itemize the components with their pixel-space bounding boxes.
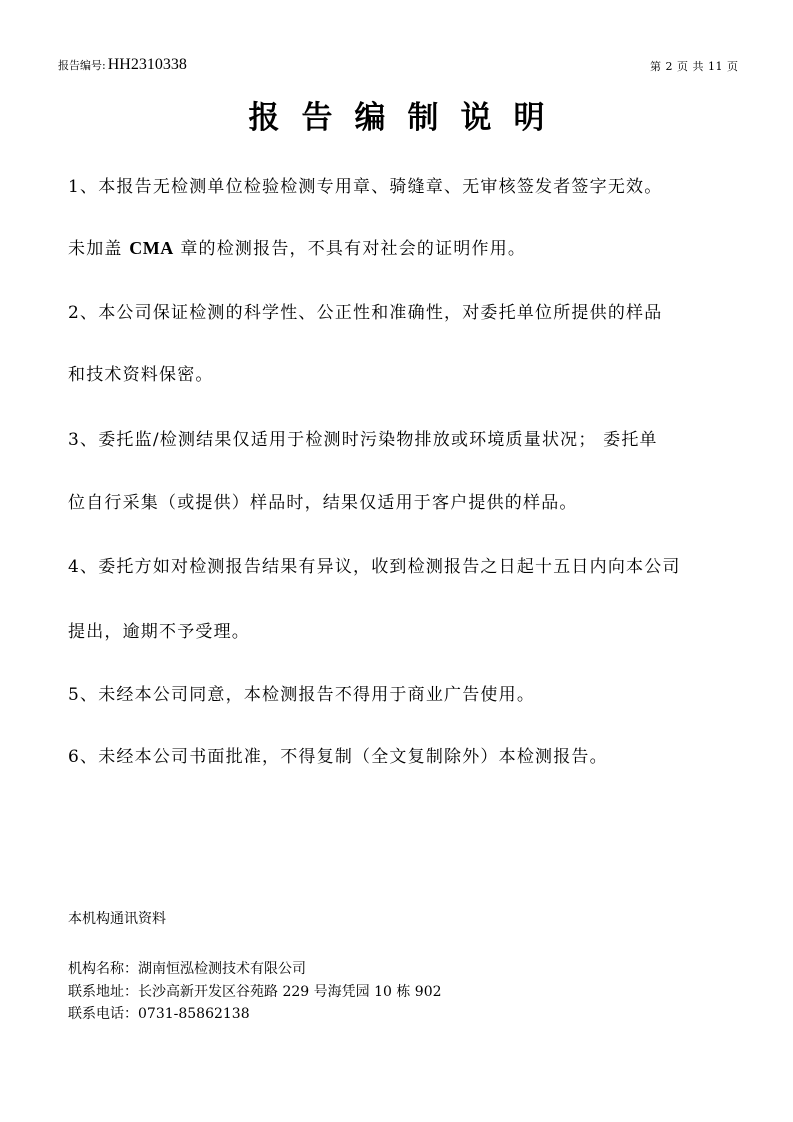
item-6: 6、未经本公司书面批准，不得复制（全文复制除外）本检测报告。: [68, 747, 608, 767]
report-number-value: HH2310338: [107, 56, 187, 73]
item-3-line-1: 3、委托监/检测结果仅适用于检测时污染物排放或环境质量状况； 委托单: [68, 430, 658, 450]
contact-address: 联系地址：长沙高新开发区谷苑路 229 号海凭园 10 栋 902: [68, 984, 442, 1000]
item-1-line-1: 1、本报告无检测单位检验检测专用章、骑缝章、无审核签发者签字无效。: [68, 177, 663, 197]
item-1-pre: 未加盖: [68, 239, 130, 259]
item-2-line-1: 2、本公司保证检测的科学性、公正性和准确性，对委托单位所提供的样品: [68, 303, 663, 323]
item-5: 5、未经本公司同意，本检测报告不得用于商业广告使用。: [68, 685, 536, 705]
item-2-line-2: 和技术资料保密。: [68, 365, 214, 385]
item-3-line-2: 位自行采集（或提供）样品时，结果仅适用于客户提供的样品。: [68, 493, 578, 513]
page-info: 第 2 页 共 11 页: [650, 60, 739, 73]
item-4-line-1: 4、委托方如对检测报告结果有异议，收到检测报告之日起十五日内向本公司: [68, 557, 681, 577]
report-number-label: 报告编号:: [58, 59, 106, 72]
item-1-line-2: [68, 234, 526, 259]
page-title: 报告编制说明: [248, 100, 567, 136]
contact-phone: 联系电话：0731-85862138: [68, 1006, 250, 1022]
report-number: [58, 56, 187, 74]
contact-heading: 本机构通讯资料: [68, 911, 166, 927]
cma-text: CMA: [129, 238, 174, 258]
item-1-post: 章的检测报告，不具有对社会的证明作用。: [173, 239, 527, 259]
contact-name: 机构名称：湖南恒泓检测技术有限公司: [68, 961, 306, 977]
item-4-line-2: 提出，逾期不予受理。: [68, 622, 250, 642]
